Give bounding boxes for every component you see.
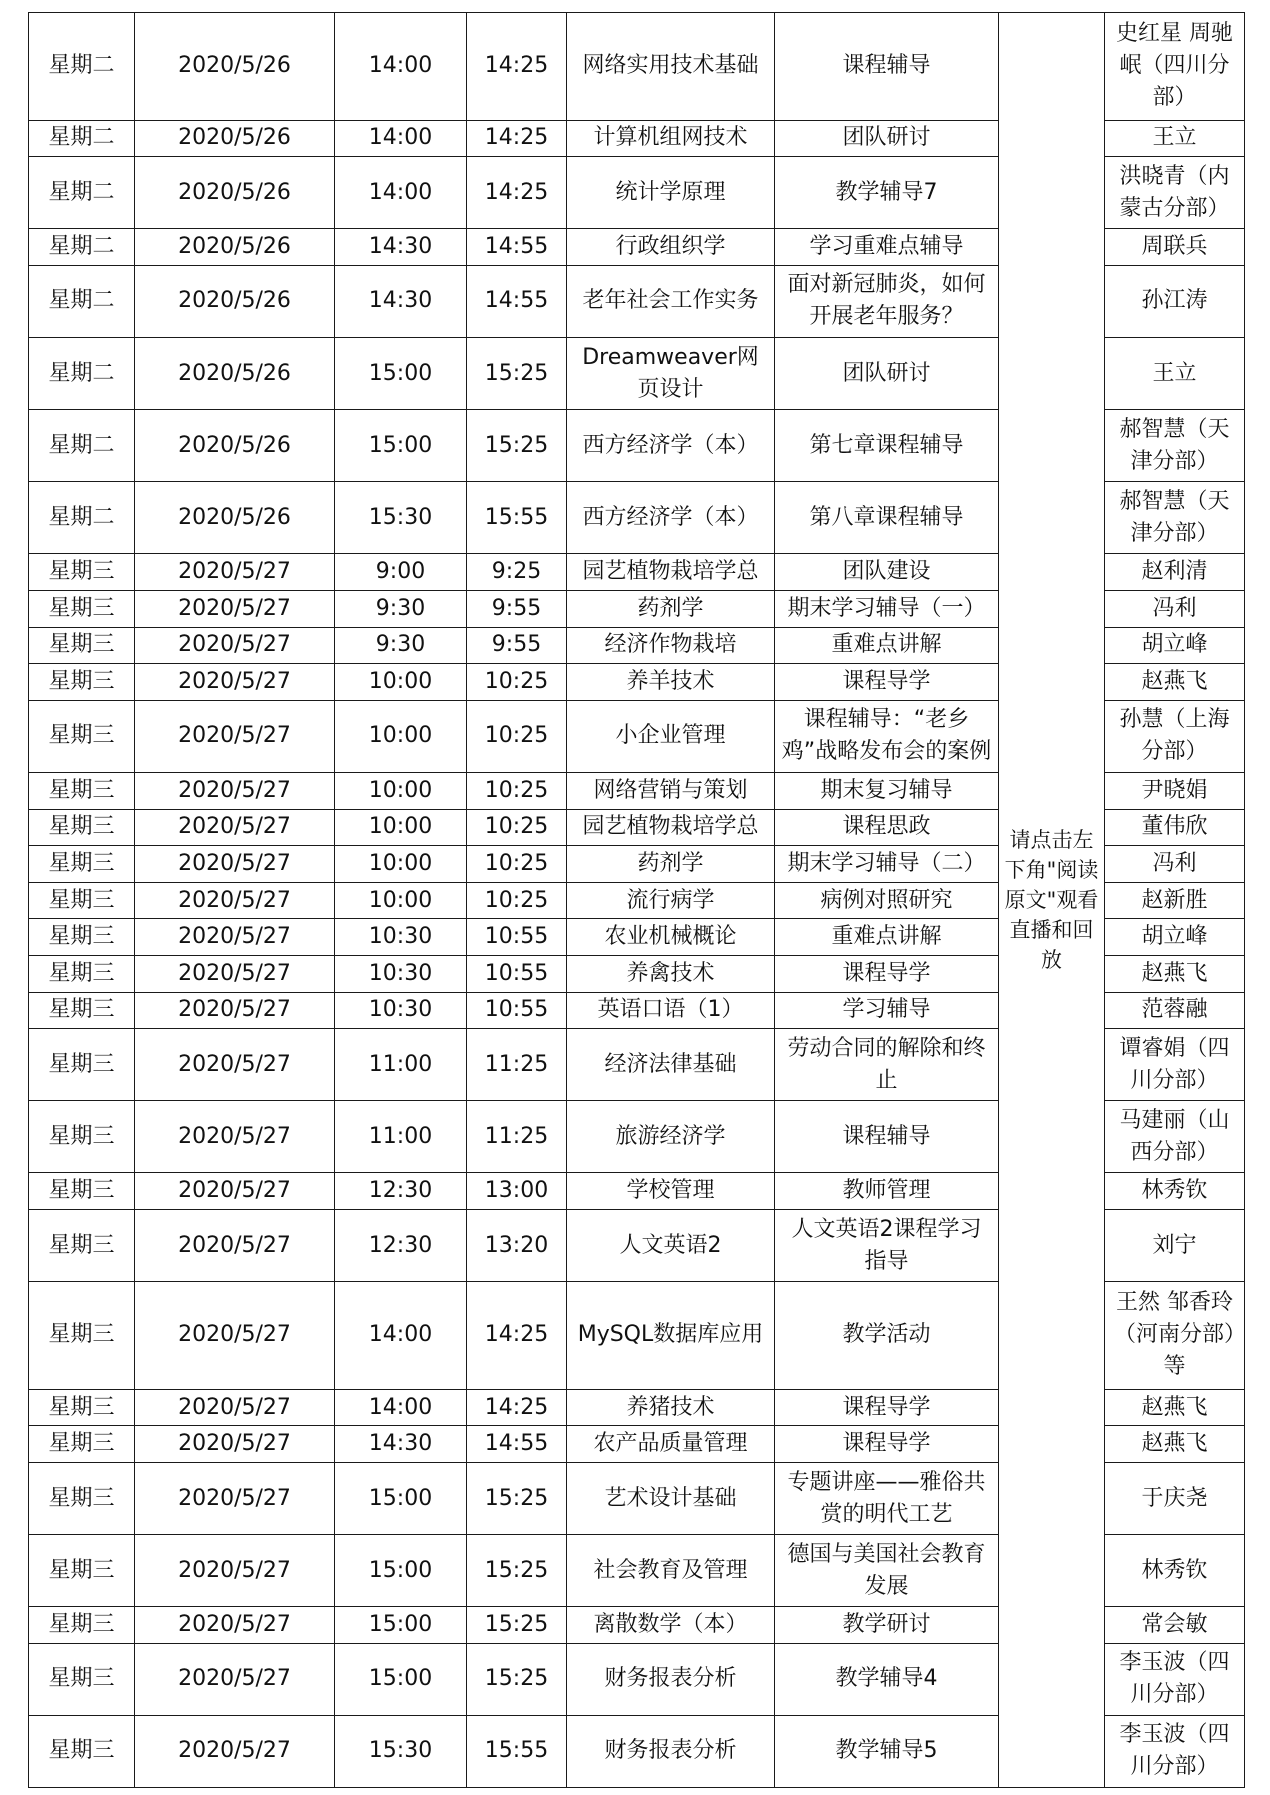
course-name-cell: 小企业管理 xyxy=(567,700,775,772)
lecturer-cell: 常会敏 xyxy=(1105,1607,1245,1644)
day-cell: 星期三 xyxy=(29,1389,135,1426)
start-time-cell: 10:30 xyxy=(335,919,467,956)
end-time-cell: 10:25 xyxy=(467,772,567,809)
end-time-cell: 10:55 xyxy=(467,955,567,992)
day-cell: 星期三 xyxy=(29,590,135,627)
lecturer-cell: 胡立峰 xyxy=(1105,627,1245,664)
course-name-cell: 养禽技术 xyxy=(567,955,775,992)
end-time-cell: 15:25 xyxy=(467,1607,567,1644)
topic-cell: 第七章课程辅导 xyxy=(775,410,999,482)
end-time-cell: 15:25 xyxy=(467,1462,567,1534)
end-time-cell: 15:25 xyxy=(467,338,567,410)
lecturer-cell: 李玉波（四川分部） xyxy=(1105,1715,1245,1787)
end-time-cell: 10:25 xyxy=(467,664,567,701)
date-cell: 2020/5/27 xyxy=(135,1173,335,1210)
date-cell: 2020/5/26 xyxy=(135,338,335,410)
date-cell: 2020/5/26 xyxy=(135,482,335,554)
topic-cell: 课程导学 xyxy=(775,1389,999,1426)
date-cell: 2020/5/27 xyxy=(135,882,335,919)
end-time-cell: 14:25 xyxy=(467,1282,567,1390)
start-time-cell: 10:00 xyxy=(335,809,467,846)
start-time-cell: 15:00 xyxy=(335,1535,467,1607)
start-time-cell: 14:30 xyxy=(335,229,467,266)
lecturer-cell: 赵燕飞 xyxy=(1105,1389,1245,1426)
topic-cell: 课程导学 xyxy=(775,955,999,992)
start-time-cell: 9:00 xyxy=(335,554,467,591)
lecturer-cell: 郝智慧（天津分部） xyxy=(1105,482,1245,554)
lecturer-cell: 刘宁 xyxy=(1105,1210,1245,1282)
lecturer-cell: 马建丽（山西分部） xyxy=(1105,1101,1245,1173)
lecturer-cell: 赵燕飞 xyxy=(1105,1426,1245,1463)
course-name-cell: 养羊技术 xyxy=(567,664,775,701)
course-name-cell: 老年社会工作实务 xyxy=(567,265,775,337)
day-cell: 星期三 xyxy=(29,919,135,956)
end-time-cell: 14:55 xyxy=(467,265,567,337)
topic-cell: 教学研讨 xyxy=(775,1607,999,1644)
course-name-cell: 经济法律基础 xyxy=(567,1029,775,1101)
date-cell: 2020/5/27 xyxy=(135,1535,335,1607)
topic-cell: 期末学习辅导（一） xyxy=(775,590,999,627)
start-time-cell: 14:00 xyxy=(335,157,467,229)
lecturer-cell: 赵新胜 xyxy=(1105,882,1245,919)
start-time-cell: 14:00 xyxy=(335,13,467,121)
lecturer-cell: 谭睿娟（四川分部） xyxy=(1105,1029,1245,1101)
topic-cell: 重难点讲解 xyxy=(775,627,999,664)
course-name-cell: 网络实用技术基础 xyxy=(567,13,775,121)
date-cell: 2020/5/26 xyxy=(135,120,335,157)
end-time-cell: 9:55 xyxy=(467,627,567,664)
course-name-cell: 经济作物栽培 xyxy=(567,627,775,664)
topic-cell: 期末复习辅导 xyxy=(775,772,999,809)
end-time-cell: 10:25 xyxy=(467,809,567,846)
end-time-cell: 9:55 xyxy=(467,590,567,627)
table-row xyxy=(29,13,1245,121)
end-time-cell: 10:25 xyxy=(467,700,567,772)
course-name-cell: 园艺植物栽培学总 xyxy=(567,554,775,591)
topic-cell: 课程导学 xyxy=(775,1426,999,1463)
topic-cell: 面对新冠肺炎，如何开展老年服务？ xyxy=(775,265,999,337)
date-cell: 2020/5/27 xyxy=(135,554,335,591)
day-cell: 星期三 xyxy=(29,1101,135,1173)
end-time-cell: 14:25 xyxy=(467,120,567,157)
topic-cell: 学习重难点辅导 xyxy=(775,229,999,266)
lecturer-cell: 王然 邹香玲（河南分部）等 xyxy=(1105,1282,1245,1390)
start-time-cell: 12:30 xyxy=(335,1210,467,1282)
course-name-cell: 西方经济学（本） xyxy=(567,410,775,482)
start-time-cell: 14:30 xyxy=(335,1426,467,1463)
course-name-cell: 园艺植物栽培学总 xyxy=(567,809,775,846)
date-cell: 2020/5/27 xyxy=(135,992,335,1029)
date-cell: 2020/5/27 xyxy=(135,590,335,627)
end-time-cell: 14:55 xyxy=(467,1426,567,1463)
topic-cell: 期末学习辅导（二） xyxy=(775,846,999,883)
day-cell: 星期三 xyxy=(29,700,135,772)
start-time-cell: 15:00 xyxy=(335,1643,467,1715)
end-time-cell: 14:25 xyxy=(467,1389,567,1426)
course-name-cell: 艺术设计基础 xyxy=(567,1462,775,1534)
date-cell: 2020/5/27 xyxy=(135,919,335,956)
topic-cell: 教学辅导5 xyxy=(775,1715,999,1787)
topic-cell: 德国与美国社会教育发展 xyxy=(775,1535,999,1607)
day-cell: 星期三 xyxy=(29,992,135,1029)
end-time-cell: 10:25 xyxy=(467,846,567,883)
start-time-cell: 10:00 xyxy=(335,882,467,919)
date-cell: 2020/5/27 xyxy=(135,846,335,883)
start-time-cell: 14:00 xyxy=(335,1389,467,1426)
topic-cell: 课程导学 xyxy=(775,664,999,701)
date-cell: 2020/5/26 xyxy=(135,13,335,121)
lecturer-cell: 史红星 周驰岷（四川分部） xyxy=(1105,13,1245,121)
date-cell: 2020/5/26 xyxy=(135,265,335,337)
start-time-cell: 9:30 xyxy=(335,590,467,627)
schedule-table xyxy=(28,12,1245,1788)
date-cell: 2020/5/27 xyxy=(135,1282,335,1390)
day-cell: 星期三 xyxy=(29,1643,135,1715)
day-cell: 星期三 xyxy=(29,1426,135,1463)
date-cell: 2020/5/27 xyxy=(135,1462,335,1534)
end-time-cell: 15:55 xyxy=(467,1715,567,1787)
day-cell: 星期三 xyxy=(29,1282,135,1390)
lecturer-cell: 于庆尧 xyxy=(1105,1462,1245,1534)
course-name-cell: 农业机械概论 xyxy=(567,919,775,956)
end-time-cell: 11:25 xyxy=(467,1101,567,1173)
topic-cell: 学习辅导 xyxy=(775,992,999,1029)
course-name-cell: 旅游经济学 xyxy=(567,1101,775,1173)
lecturer-cell: 赵燕飞 xyxy=(1105,664,1245,701)
lecturer-cell: 王立 xyxy=(1105,338,1245,410)
start-time-cell: 10:00 xyxy=(335,700,467,772)
course-name-cell: 统计学原理 xyxy=(567,157,775,229)
start-time-cell: 15:30 xyxy=(335,482,467,554)
course-name-cell: 西方经济学（本） xyxy=(567,482,775,554)
date-cell: 2020/5/26 xyxy=(135,157,335,229)
date-cell: 2020/5/27 xyxy=(135,1101,335,1173)
course-name-cell: 学校管理 xyxy=(567,1173,775,1210)
start-time-cell: 9:30 xyxy=(335,627,467,664)
lecturer-cell: 孙江涛 xyxy=(1105,265,1245,337)
course-name-cell: 药剂学 xyxy=(567,846,775,883)
start-time-cell: 11:00 xyxy=(335,1101,467,1173)
day-cell: 星期三 xyxy=(29,664,135,701)
lecturer-cell: 赵利清 xyxy=(1105,554,1245,591)
topic-cell: 重难点讲解 xyxy=(775,919,999,956)
topic-cell: 课程思政 xyxy=(775,809,999,846)
lecturer-cell: 冯利 xyxy=(1105,846,1245,883)
end-time-cell: 10:55 xyxy=(467,919,567,956)
end-time-cell: 11:25 xyxy=(467,1029,567,1101)
day-cell: 星期二 xyxy=(29,338,135,410)
lecturer-cell: 董伟欣 xyxy=(1105,809,1245,846)
topic-cell: 团队建设 xyxy=(775,554,999,591)
lecturer-cell: 胡立峰 xyxy=(1105,919,1245,956)
date-cell: 2020/5/27 xyxy=(135,1426,335,1463)
course-name-cell: 财务报表分析 xyxy=(567,1643,775,1715)
lecturer-cell: 尹晓娟 xyxy=(1105,772,1245,809)
end-time-cell: 13:00 xyxy=(467,1173,567,1210)
start-time-cell: 15:00 xyxy=(335,338,467,410)
date-cell: 2020/5/27 xyxy=(135,664,335,701)
start-time-cell: 15:30 xyxy=(335,1715,467,1787)
course-name-cell: 流行病学 xyxy=(567,882,775,919)
topic-cell: 劳动合同的解除和终止 xyxy=(775,1029,999,1101)
day-cell: 星期三 xyxy=(29,1535,135,1607)
day-cell: 星期三 xyxy=(29,772,135,809)
start-time-cell: 10:00 xyxy=(335,664,467,701)
end-time-cell: 15:25 xyxy=(467,410,567,482)
course-name-cell: MySQL数据库应用 xyxy=(567,1282,775,1390)
course-name-cell: 行政组织学 xyxy=(567,229,775,266)
topic-cell: 课程辅导 xyxy=(775,13,999,121)
date-cell: 2020/5/27 xyxy=(135,700,335,772)
lecturer-cell: 洪晓青（内蒙古分部） xyxy=(1105,157,1245,229)
end-time-cell: 15:25 xyxy=(467,1643,567,1715)
topic-cell: 团队研讨 xyxy=(775,338,999,410)
topic-cell: 教学活动 xyxy=(775,1282,999,1390)
lecturer-cell: 李玉波（四川分部） xyxy=(1105,1643,1245,1715)
start-time-cell: 15:00 xyxy=(335,1462,467,1534)
date-cell: 2020/5/27 xyxy=(135,1715,335,1787)
end-time-cell: 14:25 xyxy=(467,13,567,121)
end-time-cell: 15:55 xyxy=(467,482,567,554)
start-time-cell: 15:00 xyxy=(335,1607,467,1644)
date-cell: 2020/5/27 xyxy=(135,1607,335,1644)
date-cell: 2020/5/27 xyxy=(135,1643,335,1715)
day-cell: 星期二 xyxy=(29,13,135,121)
course-name-cell: Dreamweaver网页设计 xyxy=(567,338,775,410)
day-cell: 星期三 xyxy=(29,1462,135,1534)
topic-cell: 教学辅导4 xyxy=(775,1643,999,1715)
day-cell: 星期二 xyxy=(29,482,135,554)
day-cell: 星期三 xyxy=(29,955,135,992)
date-cell: 2020/5/27 xyxy=(135,809,335,846)
date-cell: 2020/5/27 xyxy=(135,1389,335,1426)
date-cell: 2020/5/27 xyxy=(135,772,335,809)
end-time-cell: 14:55 xyxy=(467,229,567,266)
start-time-cell: 10:30 xyxy=(335,955,467,992)
course-name-cell: 药剂学 xyxy=(567,590,775,627)
end-time-cell: 10:25 xyxy=(467,882,567,919)
lecturer-cell: 王立 xyxy=(1105,120,1245,157)
day-cell: 星期三 xyxy=(29,809,135,846)
day-cell: 星期三 xyxy=(29,846,135,883)
topic-cell: 团队研讨 xyxy=(775,120,999,157)
day-cell: 星期三 xyxy=(29,627,135,664)
topic-cell: 第八章课程辅导 xyxy=(775,482,999,554)
start-time-cell: 10:00 xyxy=(335,846,467,883)
topic-cell: 课程辅导 xyxy=(775,1101,999,1173)
date-cell: 2020/5/26 xyxy=(135,229,335,266)
lecturer-cell: 赵燕飞 xyxy=(1105,955,1245,992)
day-cell: 星期二 xyxy=(29,229,135,266)
course-name-cell: 计算机组网技术 xyxy=(567,120,775,157)
topic-cell: 人文英语2课程学习指导 xyxy=(775,1210,999,1282)
topic-cell: 专题讲座——雅俗共赏的明代工艺 xyxy=(775,1462,999,1534)
day-cell: 星期二 xyxy=(29,157,135,229)
day-cell: 星期三 xyxy=(29,1173,135,1210)
start-time-cell: 14:00 xyxy=(335,1282,467,1390)
day-cell: 星期三 xyxy=(29,1715,135,1787)
day-cell: 星期二 xyxy=(29,120,135,157)
end-time-cell: 10:55 xyxy=(467,992,567,1029)
day-cell: 星期三 xyxy=(29,1607,135,1644)
date-cell: 2020/5/27 xyxy=(135,955,335,992)
course-name-cell: 财务报表分析 xyxy=(567,1715,775,1787)
start-time-cell: 15:00 xyxy=(335,410,467,482)
lecturer-cell: 冯利 xyxy=(1105,590,1245,627)
lecturer-cell: 范蓉融 xyxy=(1105,992,1245,1029)
end-time-cell: 15:25 xyxy=(467,1535,567,1607)
end-time-cell: 13:20 xyxy=(467,1210,567,1282)
end-time-cell: 9:25 xyxy=(467,554,567,591)
day-cell: 星期三 xyxy=(29,882,135,919)
date-cell: 2020/5/27 xyxy=(135,627,335,664)
day-cell: 星期三 xyxy=(29,1210,135,1282)
course-name-cell: 英语口语（1） xyxy=(567,992,775,1029)
topic-cell: 病例对照研究 xyxy=(775,882,999,919)
date-cell: 2020/5/27 xyxy=(135,1210,335,1282)
start-time-cell: 11:00 xyxy=(335,1029,467,1101)
topic-cell: 课程辅导：“老乡鸡”战略发布会的案例 xyxy=(775,700,999,772)
start-time-cell: 10:30 xyxy=(335,992,467,1029)
topic-cell: 教师管理 xyxy=(775,1173,999,1210)
start-time-cell: 14:00 xyxy=(335,120,467,157)
start-time-cell: 10:00 xyxy=(335,772,467,809)
course-name-cell: 人文英语2 xyxy=(567,1210,775,1282)
lecturer-cell: 林秀钦 xyxy=(1105,1535,1245,1607)
day-cell: 星期三 xyxy=(29,554,135,591)
topic-cell: 教学辅导7 xyxy=(775,157,999,229)
day-cell: 星期二 xyxy=(29,265,135,337)
end-time-cell: 14:25 xyxy=(467,157,567,229)
replay-note-cell: 请点击左下角"阅读原文"观看直播和回放 xyxy=(999,13,1105,1788)
lecturer-cell: 孙慧（上海分部） xyxy=(1105,700,1245,772)
course-name-cell: 社会教育及管理 xyxy=(567,1535,775,1607)
start-time-cell: 14:30 xyxy=(335,265,467,337)
day-cell: 星期二 xyxy=(29,410,135,482)
course-name-cell: 养猪技术 xyxy=(567,1389,775,1426)
course-name-cell: 网络营销与策划 xyxy=(567,772,775,809)
lecturer-cell: 林秀钦 xyxy=(1105,1173,1245,1210)
course-name-cell: 农产品质量管理 xyxy=(567,1426,775,1463)
lecturer-cell: 周联兵 xyxy=(1105,229,1245,266)
day-cell: 星期三 xyxy=(29,1029,135,1101)
date-cell: 2020/5/26 xyxy=(135,410,335,482)
date-cell: 2020/5/27 xyxy=(135,1029,335,1101)
lecturer-cell: 郝智慧（天津分部） xyxy=(1105,410,1245,482)
course-name-cell: 离散数学（本） xyxy=(567,1607,775,1644)
start-time-cell: 12:30 xyxy=(335,1173,467,1210)
